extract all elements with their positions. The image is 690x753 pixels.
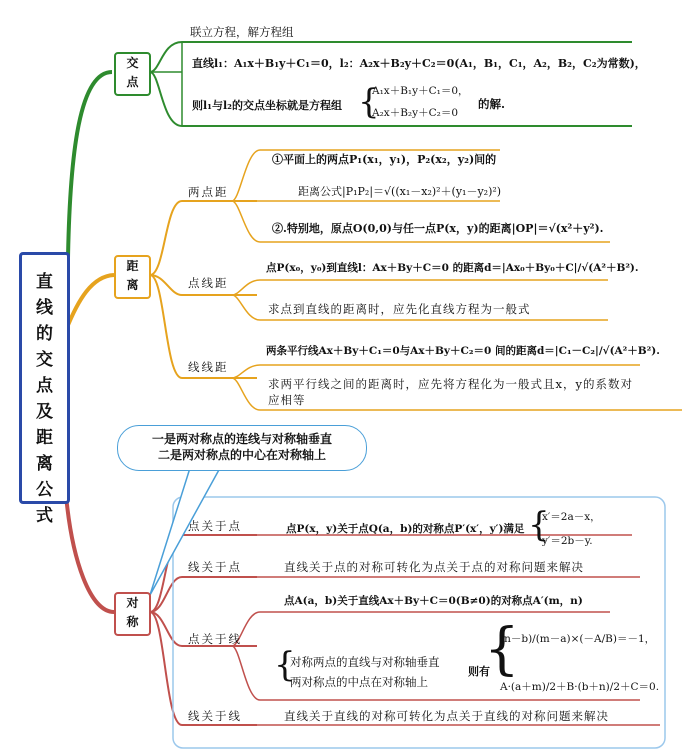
point-about-line-label: 点关于线 [188,632,242,646]
intersection-brace: { [358,82,380,122]
intersection-item-3: 则l₁与l₂的交点坐标就是方程组 [192,99,342,112]
line-line-note-1: 求两平行线之间的距离时，应先将方程化为一般式且x，y的系数对 [268,377,633,391]
point-point-eq-1: x′＝2a－x， [542,511,601,523]
intersection-item-2: 直线l₁：A₁x＋B₁y＋C₁＝0，l₂：A₂x＋B₂y＋C₂＝0(A₁，B₁，C₁，A₂，B₂，C₂为常数)， [192,57,646,70]
line-line-label: 线线距 [188,360,229,374]
point-about-line-text: 点A(a，b)关于直线Ax＋By＋C＝0(B≠0)的对称点A′(m，n) [284,595,583,607]
conditions-brace: { [274,645,296,685]
intersection-item-4: 的解. [478,97,506,111]
point-line-note: 求点到直线的距离时，应先化直线方程为一般式 [268,302,531,316]
branch-distance [66,275,114,330]
point-point-brace: { [528,505,550,545]
two-points-line-3: ②.特别地，原点O(0,0)与任一点P(x，y)的距离|OP|＝√(x²＋y²). [272,222,604,235]
intersection-item-1: 联立方程，解方程组 [190,25,294,39]
two-points-line-2: 距离公式|P₁P₂|＝√((x₁－x₂)²＋(y₁－y₂)²) [298,185,502,198]
intersection-eq-1: A₁x＋B₁y＋C₁＝0， [372,85,469,97]
node-intersection-label: 交 点 [126,56,139,89]
then-label: 则有 [468,665,490,678]
root-title: 直 线 的 交 点 及 距 离 公 式 [36,272,53,526]
line-point-label: 线关于点 [188,560,242,574]
root-node[interactable] [19,252,70,526]
point-point-text: 点P(x，y)关于点Q(a，b)的对称点P′(x′，y′)满足 [286,523,525,535]
condition-2: 两对称点的中点在对称轴上 [290,675,428,689]
symmetry-callout [117,425,367,471]
point-line-formula: 点P(x₀，y₀)到直线l：Ax＋By＋C＝0 的距离d＝|Ax₀＋By₀＋C|/√(A²＋B²). [266,262,639,274]
condition-1: 对称两点的直线与对称轴垂直 [290,655,440,669]
node-symmetry[interactable] [114,592,151,636]
equations-brace: { [484,617,520,682]
intersection-eq-2: A₂x＋B₂y＋C₂＝0 [372,107,458,119]
point-line-label: 点线距 [188,276,229,290]
connector-line-point [150,577,257,612]
connector-two-points [150,201,257,275]
point-about-line-eq-1: (n－b)/(m－a)×(－A/B)＝－1， [500,633,656,645]
line-line-formula: 两条平行线Ax＋By＋C₁＝0与Ax＋By＋C₂＝0 间的距离d＝|C₁－C₂|/√(A²＋B²). [266,345,660,357]
branch-intersection [68,72,112,258]
callout-line-2: 二是两对称点的中心在对称轴上 [157,448,326,462]
line-line-note-2: 应相等 [268,393,306,407]
point-point-label: 点关于点 [188,519,242,533]
two-points-label: 两点距 [188,185,229,199]
node-distance-label: 距 离 [126,259,139,292]
line-about-line-text: 直线关于直线的对称可转化为点关于直线的对称问题来解决 [284,709,609,723]
two-points-line-1: ①平面上的两点P₁(x₁，y₁)，P₂(x₂，y₂)间的 [272,153,497,166]
node-distance[interactable] [114,255,151,299]
branch-symmetry [66,495,114,612]
node-intersection[interactable] [114,52,151,96]
callout-line-1: 一是两对称点的连线与对称轴垂直 [151,432,332,446]
line-point-text: 直线关于点的对称可转化为点关于点的对称问题来解决 [284,560,584,574]
point-point-eq-2: y′＝2b－y. [542,535,593,547]
node-symmetry-label: 对 称 [126,596,139,629]
line-about-line-label: 线关于线 [188,709,242,723]
point-about-line-eq-2: A·(a＋m)/2＋B·(b＋n)/2＋C＝0. [500,681,660,693]
